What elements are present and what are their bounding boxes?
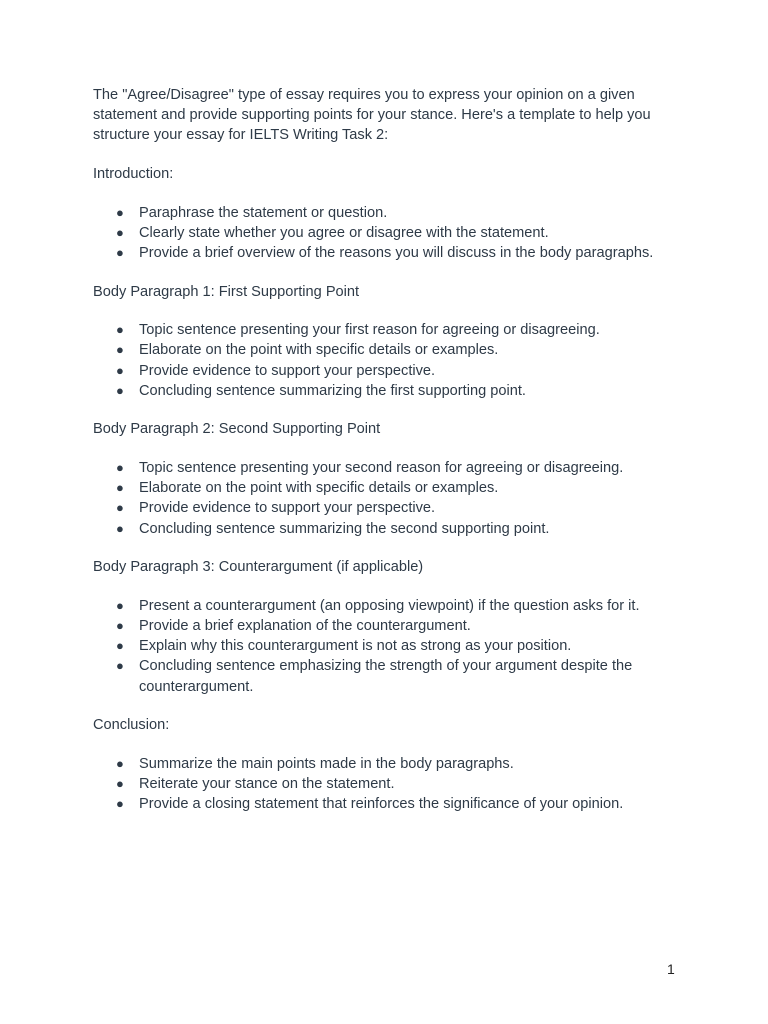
list-item <box>93 223 693 243</box>
list-item <box>93 361 693 381</box>
bullet-list <box>93 203 693 264</box>
bullet-icon: ● <box>116 597 124 613</box>
list-item <box>93 596 693 616</box>
list-item <box>93 794 693 814</box>
list-item <box>93 243 693 263</box>
list-item-text: Present a counterargument (an opposing viewpoint) if the question asks for it. <box>139 597 640 614</box>
list-item <box>93 519 693 539</box>
section-heading: Body Paragraph 1: First Supporting Point <box>93 283 360 300</box>
list-item <box>93 616 693 636</box>
bullet-icon: ● <box>116 658 124 674</box>
list-item <box>93 636 693 656</box>
list-item <box>93 381 693 401</box>
bullet-list <box>93 458 693 539</box>
bullet-icon: ● <box>116 775 124 791</box>
bullet-list <box>93 596 693 697</box>
intro-paragraph: The "Agree/Disagree" type of essay requires you to express your opinion on a given statement and provide supporting points for your stance. Here's a template to help you structure your essay for IELTS Writing Task 2: <box>93 87 651 144</box>
list-item-text: Elaborate on the point with specific details or examples. <box>139 342 499 359</box>
section-heading: Body Paragraph 2: Second Supporting Point <box>93 421 381 438</box>
document-page <box>93 85 693 814</box>
bullet-icon: ● <box>116 224 124 240</box>
list-item-text: Reiterate your stance on the statement. <box>139 775 395 792</box>
list-item <box>93 774 693 794</box>
list-item <box>93 498 693 518</box>
bullet-list <box>93 320 693 401</box>
list-item <box>93 656 693 696</box>
list-item <box>93 203 693 223</box>
list-item <box>93 754 693 774</box>
list-item <box>93 340 693 360</box>
bullet-icon: ● <box>116 382 124 398</box>
bullet-icon: ● <box>116 342 124 358</box>
section-heading: Introduction: <box>93 166 174 182</box>
list-item-text: Provide a brief overview of the reasons you will discuss in the body paragraphs. <box>139 245 654 261</box>
list-item-text: Summarize the main points made in the body paragraphs. <box>139 755 514 772</box>
list-item-text: Concluding sentence summarizing the first supporting point. <box>139 382 526 399</box>
list-item-text: Provide evidence to support your perspective. <box>139 500 436 517</box>
section-heading: Conclusion: <box>93 717 170 734</box>
list-item-text: Topic sentence presenting your first reason for agreeing or disagreeing. <box>139 322 600 339</box>
bullet-icon: ● <box>116 520 124 536</box>
bullet-icon: ● <box>116 480 124 496</box>
sections-container <box>93 164 693 814</box>
list-item <box>93 478 693 498</box>
bullet-list <box>93 754 693 815</box>
list-item-text: Concluding sentence emphasizing the strength of your argument despite the counterargument. <box>139 658 633 695</box>
bullet-icon: ● <box>116 362 124 378</box>
list-item-text: Clearly state whether you agree or disagree with the statement. <box>139 224 549 241</box>
list-item-text: Topic sentence presenting your second reason for agreeing or disagreeing. <box>139 459 624 476</box>
bullet-icon: ● <box>116 459 124 475</box>
bullet-icon: ● <box>116 245 124 260</box>
bullet-icon: ● <box>116 500 124 516</box>
list-item-text: Paraphrase the statement or question. <box>139 204 388 221</box>
bullet-icon: ● <box>116 617 124 633</box>
list-item-text: Elaborate on the point with specific details or examples. <box>139 480 499 497</box>
bullet-icon: ● <box>116 322 124 338</box>
list-item-text: Explain why this counterargument is not as strong as your position. <box>139 638 572 655</box>
list-item-text: Provide a closing statement that reinforces the significance of your opinion. <box>139 796 624 813</box>
list-item-text: Provide a brief explanation of the counterargument. <box>139 617 471 634</box>
bullet-icon: ● <box>116 204 124 220</box>
list-item <box>93 320 693 340</box>
page-number: 1 <box>667 961 675 977</box>
bullet-icon: ● <box>116 796 124 812</box>
section-heading: Body Paragraph 3: Counterargument (if applicable) <box>93 559 424 576</box>
list-item-text: Concluding sentence summarizing the second supporting point. <box>139 520 550 537</box>
list-item <box>93 458 693 478</box>
bullet-icon: ● <box>116 755 124 771</box>
list-item-text: Provide evidence to support your perspective. <box>139 362 436 379</box>
bullet-icon: ● <box>116 638 124 654</box>
